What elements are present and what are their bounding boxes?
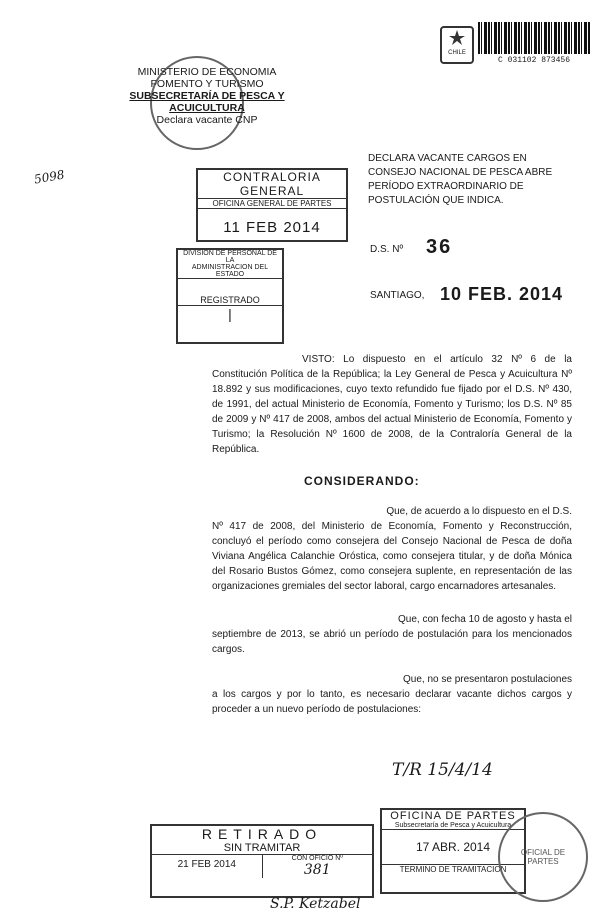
santiago-date: 10 FEB. 2014 — [440, 284, 564, 304]
star-icon — [444, 28, 470, 46]
ds-number: 36 — [426, 236, 453, 258]
handwritten-tr: T/R 15/4/14 — [392, 760, 493, 780]
document-title: DECLARA VACANTE CARGOS EN CONSEJO NACIONAL DE PESCA ABRE PERÍODO EXTRAORDINARIO DE POSTULACIÓN QUE INDICA. — [368, 153, 553, 206]
retirado-oficio-label: CON OFICIO Nº — [291, 855, 343, 862]
retirado-oficio — [263, 855, 373, 878]
oficial-partes-seal — [498, 812, 588, 902]
contraloria-stamp-title: CONTRALORIA GENERAL — [198, 170, 346, 199]
chile-logo — [440, 26, 474, 64]
margin-note: 5098 — [33, 167, 66, 187]
retirado-date: 21 FEB 2014 — [152, 855, 263, 878]
considerando-3-lead: Que, no se presentaron postulaciones — [403, 674, 572, 685]
considerando-1 — [212, 504, 572, 594]
considerando-2-body: septiembre de 2013, se abrió un período de postulación para los mencionados cargos. — [212, 629, 572, 655]
bottom-signature: S.P. Ketzabel — [270, 896, 361, 912]
retirado-stamp — [150, 824, 374, 898]
oficina-partes-date: 17 ABR. 2014 — [415, 840, 491, 854]
retirado-row — [152, 855, 372, 878]
division-stamp — [176, 248, 284, 344]
considerando-2 — [212, 612, 572, 657]
letterhead-subsecretaria: SUBSECRETARÍA DE PESCA Y ACUICULTURA — [129, 90, 285, 114]
considerando-heading: CONSIDERANDO: — [304, 474, 420, 488]
division-stamp-line1: DIVISION DE PERSONAL DE LA — [183, 250, 277, 264]
letterhead — [112, 66, 302, 126]
chile-logo-text: CHILE — [448, 50, 466, 56]
division-stamp-line2: ADMINISTRACION DEL ESTADO — [178, 264, 282, 279]
division-stamp-mark: | — [228, 306, 232, 322]
oficial-partes-seal-text: OFICIAL DE PARTES — [520, 848, 566, 866]
considerando-2-lead: Que, con fecha 10 de agosto y hasta el — [397, 614, 572, 625]
retirado-oficio-number: 381 — [303, 862, 331, 878]
santiago-label: SANTIAGO, — [370, 290, 425, 301]
retirado-subtitle: SIN TRAMITAR — [152, 842, 372, 855]
considerando-1-body: Nº 417 de 2008, del Ministerio de Economía, Fomento y Reconstrucción, concluyó el período como consejera del Consejo Nacional de Pesca de doña Viviana Angélica Calanchie Oróstica, como consejera titular, y de doña Mónica del Rosario Bustos Gómez, como consejera suplente, en representación de las organizaciones gremiales del sector laboral, cargo encarnadores artesanales. — [212, 521, 572, 592]
contraloria-stamp-subtitle: OFICINA GENERAL DE PARTES — [198, 199, 346, 209]
retirado-title: RETIRADO — [201, 826, 323, 842]
oficina-partes-footer: TERMINO DE TRAMITACION — [382, 864, 524, 874]
contraloria-stamp — [196, 168, 348, 242]
considerando-3 — [212, 672, 572, 717]
barcode — [478, 22, 590, 70]
letterhead-fomento: FOMENTO Y TURISMO — [150, 78, 264, 90]
barcode-number: C 031102 873456 — [497, 56, 570, 65]
barcode-bars — [478, 22, 590, 54]
letterhead-ministry: MINISTERIO DE ECONOMIA — [137, 66, 277, 78]
considerando-1-lead: Que, de acuerdo a lo dispuesto en el D.S. — [386, 506, 572, 517]
considerando-3-body: a los cargos y por lo tanto, es necesario declarar vacante dichos cargos y proceder a un nuevo período de postulaciones: — [212, 689, 572, 715]
contraloria-stamp-date: 11 FEB 2014 — [223, 219, 321, 236]
visto-paragraph: VISTO: Lo dispuesto en el artículo 32 Nº 6 de la Constitución Política de la República; la Ley General de Pesca y Acuicultura Nº 18.892 y sus modificaciones, cuyo texto refundido fue fijado por el D.S. Nº 430, de 1991, del actual Ministerio de Economía, Fomento y Turismo; los D.S. Nº 85 de 2009 y Nº 417 de 2008, ambos del actual Ministerio de Economía, Fomento y Turismo; la Resolución Nº 1600 de 2008, de la Contraloría General de la República. — [212, 354, 572, 455]
oficina-partes-title: OFICINA DE PARTES — [390, 810, 516, 822]
oficina-partes-subtitle: Subsecretaría de Pesca y Acuicultura — [382, 822, 524, 830]
letterhead-subject: Declara vacante CNP — [156, 114, 258, 126]
ds-label: D.S. Nº — [370, 244, 404, 255]
division-stamp-label: REGISTRADO — [178, 295, 282, 306]
